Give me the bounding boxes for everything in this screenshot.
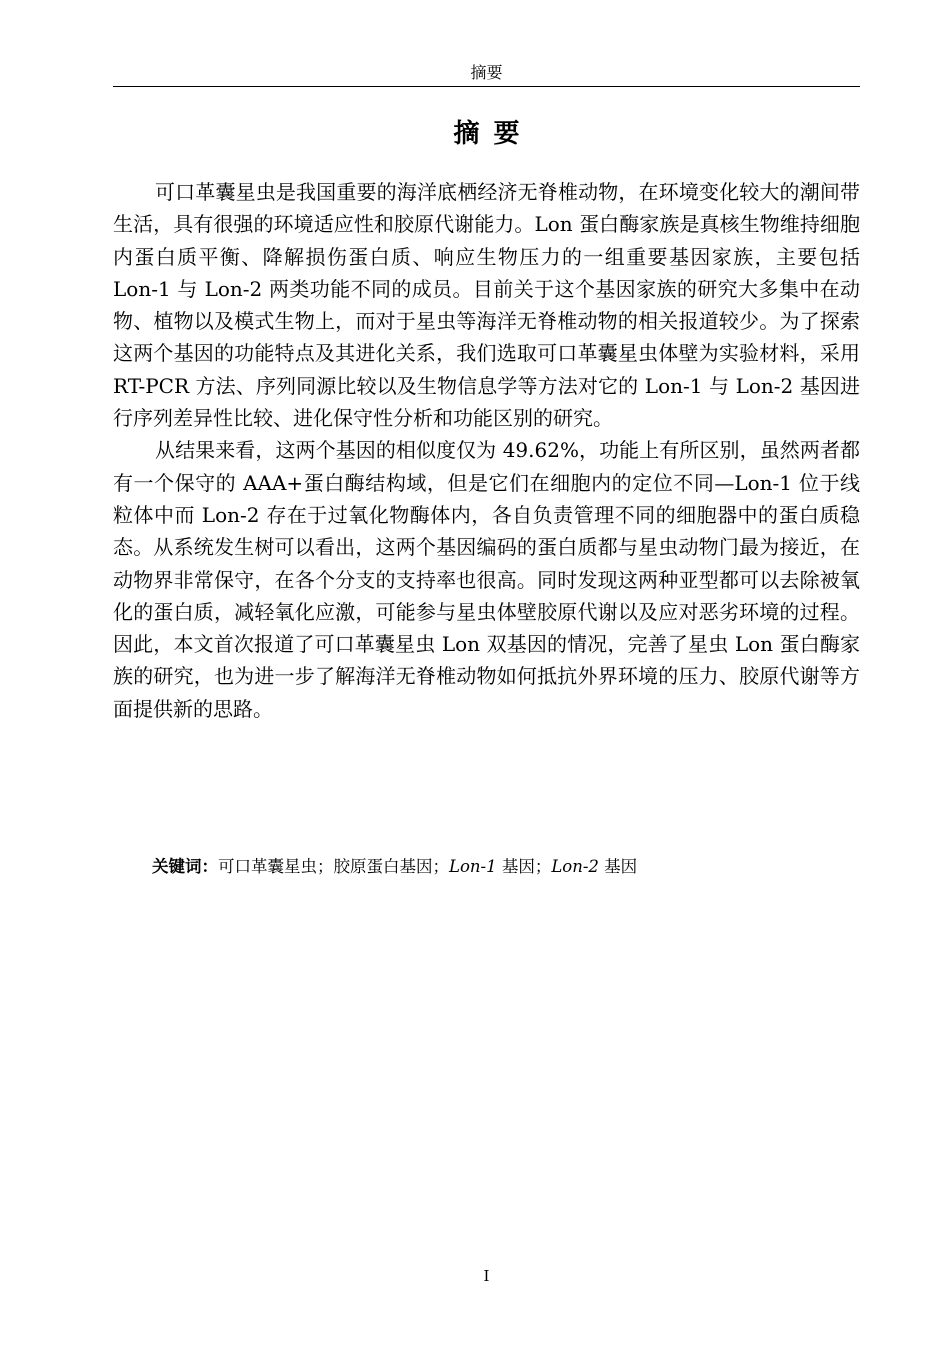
keywords-line xyxy=(152,854,860,880)
keyword-4-suffix: 基因 xyxy=(598,857,638,876)
keywords-label: 关键词： xyxy=(152,857,218,876)
page-number: I xyxy=(483,1267,490,1285)
page-title: 摘要 xyxy=(453,119,534,149)
keyword-1: 可口革囊星虫； xyxy=(218,857,334,876)
abstract-paragraph-2: 从结果来看，这两个基因的相似度仅为 49.62%，功能上有所区别，虽然两者都有一个保守的 AAA+蛋白酶结构域，但是它们在细胞内的定位不同—Lon-1 位于线粒体中而 Lon-2 存在于过氧化物酶体内，各自负责管理不同的细胞器中的蛋白质稳态。从系统发生树可以看出，这两个基因编码的蛋白质都与星虫动物门最为接近，在动物界非常保守，在各个分支的支持率也很高。同时发现这两种亚型都可以去除被氧化的蛋白质，减轻氧化应激，可能参与星虫体壁胶原代谢以及应对恶劣环境的过程。因此，本文首次报道了可口革囊星虫 Lon 双基因的情况，完善了星虫 Lon 蛋白酶家族的研究，也为进一步了解海洋无脊椎动物如何抵抗外界环境的压力、胶原代谢等方面提供新的思路。 xyxy=(113,438,860,721)
abstract-paragraph-1: 可口革囊星虫是我国重要的海洋底栖经济无脊椎动物，在环境变化较大的潮间带生活，具有很强的环境适应性和胶原代谢能力。Lon 蛋白酶家族是真核生物维持细胞内蛋白质平衡、降解损伤蛋白质、响应生物压力的一组重要基因家族，主要包括 Lon-1 与 Lon-2 两类功能不同的成员。目前关于这个基因家族的研究大多集中在动物、植物以及模式生物上，而对于星虫等海洋无脊椎动物的相关报道较少。为了探索这两个基因的功能特点及其进化关系，我们选取可口革囊星虫体壁为实验材料，采用 RT-PCR 方法、序列同源比较以及生物信息学等方法对它的 Lon-1 与 Lon-2 基因进行序列差异性比较、进化保守性分析和功能区别的研究。 xyxy=(113,180,860,431)
header-rule xyxy=(113,86,860,87)
keyword-2: 胶原蛋白基因； xyxy=(333,857,449,876)
keyword-3-suffix: 基因； xyxy=(496,857,552,876)
running-header: 摘要 xyxy=(470,63,503,82)
keyword-3-gene: Lon-1 xyxy=(449,857,497,876)
keyword-4-gene: Lon-2 xyxy=(551,857,599,876)
abstract-body xyxy=(113,176,860,725)
